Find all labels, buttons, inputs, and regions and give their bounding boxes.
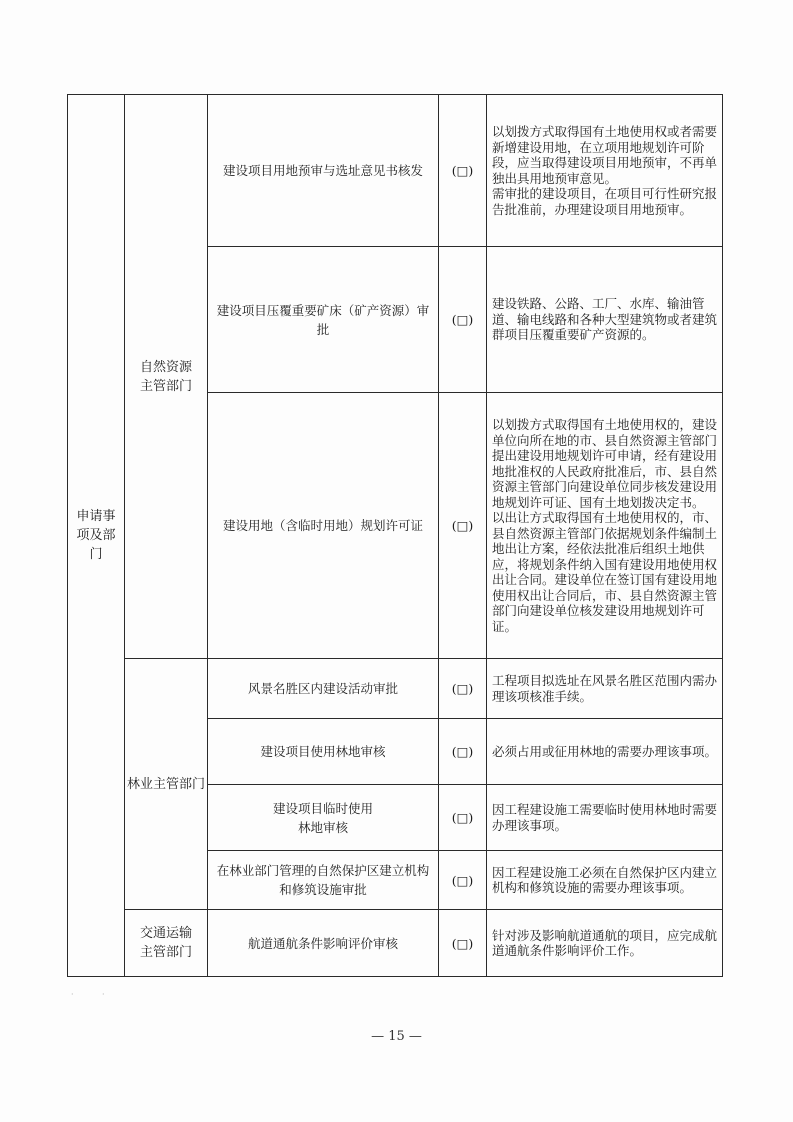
note-cell [487, 719, 723, 785]
item-cell [208, 910, 439, 977]
page-number: — 15 — [371, 1029, 422, 1044]
category-label: 申请事项及部门 [76, 509, 116, 562]
checkbox-mark: (□) [451, 312, 474, 327]
category-cell [68, 95, 125, 977]
item-cell [208, 95, 439, 247]
note-paragraph: 以划拨方式取得国有土地使用权或者需要新增建设用地，在立项用地规划许可阶段，应当取得建设项目用地预审，不再单独出具用地预审意见。 [492, 124, 718, 186]
scan-speck: · [71, 990, 74, 999]
note-cell [487, 851, 723, 910]
note-paragraph: 以出让方式取得国有土地使用权的，市、县自然资源主管部门依据规划条件编制土地出让方案，经依法批准后组织土地供应，将规划条件纳入国有建设用地使用权出让合同。建设单位在签订国有建设用地使用权出让合同后，市、县自然资源主管部门向建设单位核发建设用地规划许可证。 [492, 510, 718, 634]
department-label: 交通运输主管部门 [139, 926, 192, 960]
item-cell [208, 851, 439, 910]
checkbox-mark: (□) [451, 810, 474, 825]
item-cell [208, 659, 439, 719]
checkbox-mark: (□) [451, 744, 474, 759]
item-label-line: 建设项目临时使用 [272, 800, 373, 816]
note-paragraph: 以划拨方式取得国有土地使用权的，建设单位向所在地的市、县自然资源主管部门提出建设用地规划许可申请，经有建设用地批准权的人民政府批准后，市、县自然资源主管部门向建设单位同步核发建设用地规划许可证、国有土地划拨决定书。 [492, 417, 718, 510]
department-cell-forestry [125, 659, 208, 910]
item-label: 建设用地（含临时用地）规划许可证 [222, 518, 423, 533]
department-cell-transport [125, 910, 208, 977]
mark-cell [439, 659, 487, 719]
note-paragraph: 建设铁路、公路、工厂、水库、输油管道、输电线路和各种大型建筑物或者建筑群项目压覆重要矿产资源的。 [492, 296, 718, 343]
mark-cell [439, 910, 487, 977]
note-paragraph: 针对涉及影响航道通航的项目，应完成航道通航条件影响评价工作。 [492, 927, 718, 958]
item-label: 建设项目用地预审与选址意见书核发 [222, 163, 423, 178]
checkbox-mark: (□) [451, 872, 474, 888]
department-label: 自然资源主管部门 [139, 359, 192, 394]
checkbox-mark: (□) [451, 163, 474, 178]
checkbox-mark: (□) [451, 518, 474, 533]
table-row [68, 95, 723, 247]
note-paragraph: 必须占用或征用林地的需要办理该事项。 [492, 743, 718, 759]
checkbox-mark: (□) [451, 681, 474, 696]
note-paragraph: 因工程建设施工必须在自然保护区内建立机构和修筑设施的需要办理该事项。 [492, 864, 718, 895]
item-cell [208, 393, 439, 659]
mark-cell [439, 393, 487, 659]
item-cell [208, 247, 439, 393]
item-cell [208, 719, 439, 785]
item-label: 建设项目使用林地审核 [260, 744, 386, 759]
note-paragraph: 需审批的建设项目，在项目可行性研究报告批准前，办理建设项目用地预审。 [492, 186, 718, 217]
table-row [68, 659, 723, 719]
mark-cell [439, 851, 487, 910]
mark-cell [439, 95, 487, 247]
item-cell [208, 785, 439, 851]
item-label-line: 林地审核 [297, 819, 348, 835]
note-cell [487, 393, 723, 659]
scan-speck: · [102, 990, 105, 999]
note-cell [487, 659, 723, 719]
note-cell [487, 910, 723, 977]
note-cell [487, 785, 723, 851]
item-label: 航道通航条件影响评价审核 [247, 935, 398, 951]
item-label: 在林业部门管理的自然保护区建立机构和修筑设施审批 [216, 863, 430, 897]
department-label: 林业主管部门 [126, 776, 205, 792]
mark-cell [439, 719, 487, 785]
note-cell [487, 95, 723, 247]
approval-items-table [67, 94, 723, 977]
checkbox-mark: (□) [451, 935, 474, 951]
table-row [68, 910, 723, 977]
note-paragraph: 工程项目拟选址在风景名胜区范围内需办理该项核准手续。 [492, 673, 718, 704]
mark-cell [439, 247, 487, 393]
item-label: 建设项目压覆重要矿床（矿产资源）审批 [216, 302, 430, 337]
department-cell-natural-resources [125, 95, 208, 659]
note-cell [487, 247, 723, 393]
item-label: 风景名胜区内建设活动审批 [247, 681, 398, 696]
note-paragraph: 因工程建设施工需要临时使用林地时需要办理该事项。 [492, 802, 718, 833]
mark-cell [439, 785, 487, 851]
